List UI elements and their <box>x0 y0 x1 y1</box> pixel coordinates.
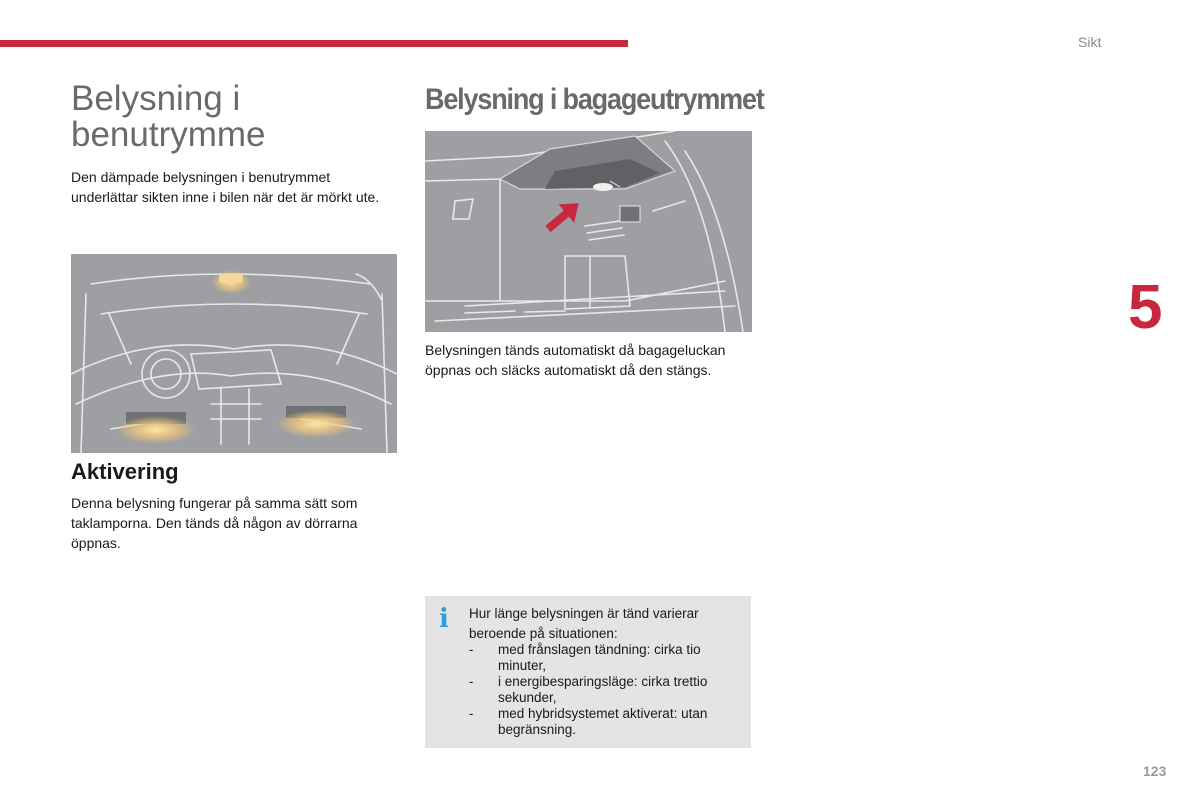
left-intro-text: Den dämpade belysningen i benutrymmet underlättar sikten inne i bilen när det är mörkt ute. <box>71 169 380 205</box>
list-dash: - <box>469 706 474 721</box>
info-list <box>469 642 744 738</box>
list-dash: - <box>469 674 474 689</box>
interior-lighting-illustration <box>71 254 397 453</box>
list-dash: - <box>469 642 474 657</box>
chapter-number: 5 <box>1128 273 1163 342</box>
right-title: Belysning i bagageutrymmet <box>425 83 764 116</box>
list-item <box>469 642 744 674</box>
boot-lighting-illustration <box>425 131 752 332</box>
left-title: Belysning i benutrymme <box>71 79 266 154</box>
page-number: 123 <box>1143 763 1167 779</box>
activation-text: Denna belysning fungerar på samma sätt som taklamporna. Den tänds då någon av dörrarna öppnas. <box>71 495 358 551</box>
info-intro: Hur länge belysningen är tänd varierar beroende på situationen: <box>469 606 699 641</box>
list-item-text: i energibesparingsläge: cirka trettio sekunder, <box>498 674 708 705</box>
list-item <box>469 706 744 738</box>
list-item <box>469 674 744 706</box>
list-item-text: med frånslagen tändning: cirka tio minuter, <box>498 642 701 673</box>
section-name: Sikt <box>1078 34 1102 50</box>
activation-heading: Aktivering <box>71 459 179 484</box>
list-item-text: med hybridsystemet aktiverat: utan begränsning. <box>498 706 708 737</box>
boot-lighting-text: Belysningen tänds automatiskt då bagageluckan öppnas och släcks automatiskt då den stängs. <box>425 342 726 378</box>
info-box <box>425 596 751 748</box>
info-icon: i <box>439 604 449 634</box>
header-accent-bar <box>0 40 628 47</box>
